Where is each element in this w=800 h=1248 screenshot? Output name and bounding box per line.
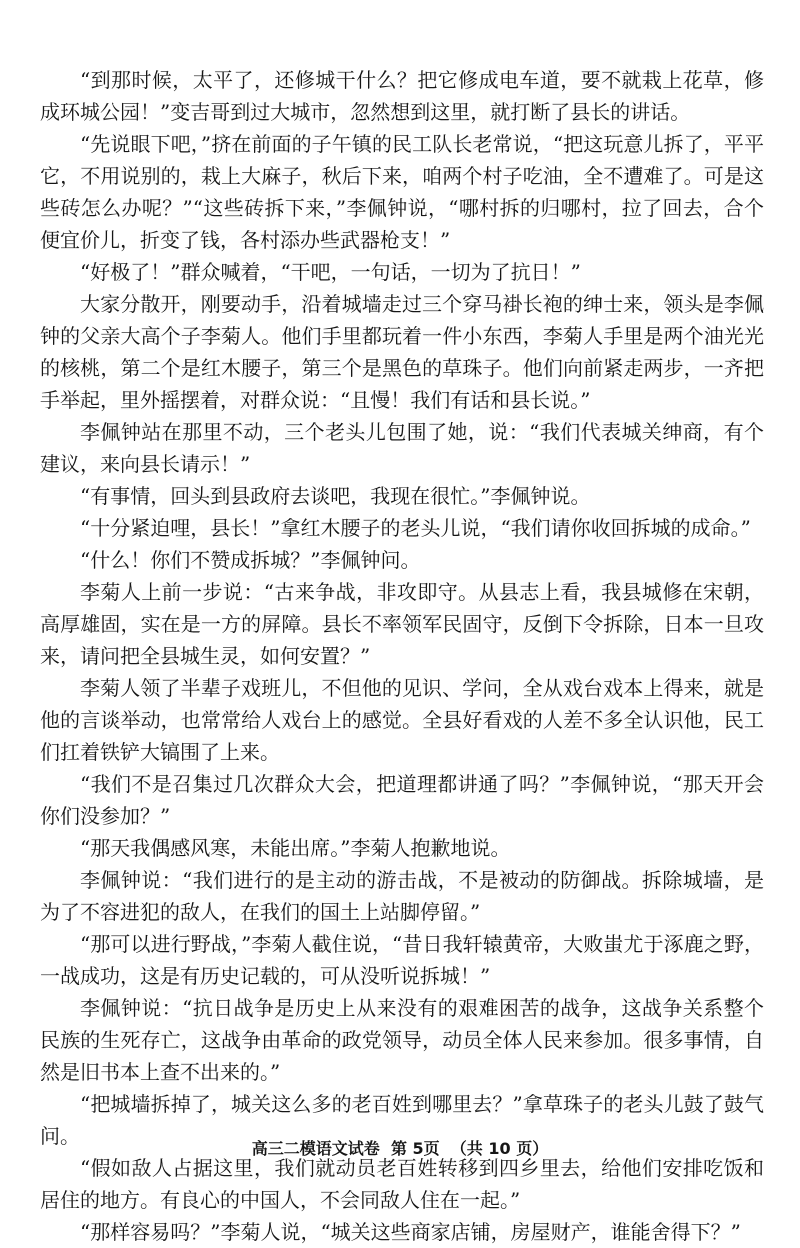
paragraph: 李佩钟说：“我们进行的是主动的游击战，不是被动的防御战。拆除城墙，是为了不容进犯的敌人，在我们的国土上站脚停留。” bbox=[40, 868, 764, 924]
paragraph: “那样容易吗？”李菊人说，“城关这些商家店铺，房屋财产，谁能舍得下？” bbox=[80, 1220, 741, 1244]
paragraph: “那可以进行野战，”李菊人截住说，“昔日我轩辕黄帝，大败蚩尤于涿鹿之野，一战成功，这是有历史记载的，可从没听说拆城！” bbox=[40, 932, 764, 988]
paragraph: “什么！你们不赞成拆城？”李佩钟问。 bbox=[80, 548, 421, 572]
paragraph: “把城墙拆掉了，城关这么多的老百姓到哪里去？”拿草珠子的老头儿鼓了鼓气问。 bbox=[40, 1092, 764, 1148]
paragraph: “到那时候，太平了，还修城干什么？把它修成电车道，要不就栽上花草，修成环城公园！”变吉哥到过大城市，忽然想到这里，就打断了县长的讲话。 bbox=[40, 68, 764, 124]
paragraph: 李菊人领了半辈子戏班儿，不但他的见识、学问，全从戏台戏本上得来，就是他的言谈举动，也常常给人戏台上的感觉。全县好看戏的人差不多全认识他，民工们扛着铁铲大镐围了上来。 bbox=[40, 676, 764, 764]
document-body bbox=[40, 64, 764, 1248]
paragraph: 李佩钟站在那里不动，三个老头儿包围了她，说：“我们代表城关绅商，有个建议，来向县长请示！” bbox=[40, 420, 764, 476]
paragraph: 李佩钟说：“抗日战争是历史上从来没有的艰难困苦的战争，这战争关系整个民族的生死存亡，这战争由革命的政党领导，动员全体人民来参加。很多事情，自然是旧书本上查不出来的。” bbox=[40, 996, 764, 1084]
paragraph: “好极了！”群众喊着，“干吧，一句话，一切为了抗日！” bbox=[80, 260, 581, 284]
paragraph: “我们不是召集过几次群众大会，把道理都讲通了吗？”李佩钟说，“那天开会你们没参加？” bbox=[40, 772, 764, 828]
paragraph: 大家分散开，刚要动手，沿着城墙走过三个穿马褂长袍的绅士来，领头是李佩钟的父亲大高个子李菊人。他们手里都玩着一件小东西，李菊人手里是两个油光光的核桃，第二个是红木腰子，第三个是黑色的草珠子。他们向前紧走两步，一齐把手举起，里外摇摆着，对群众说：“且慢！我们有话和县长说。” bbox=[40, 292, 764, 412]
paragraph: 李菊人上前一步说：“古来争战，非攻即守。从县志上看，我县城修在宋朝，高厚雄固，实在是一方的屏障。县长不率领军民固守，反倒下令拆除，日本一旦攻来，请问把全县城生灵，如何安置？” bbox=[40, 580, 764, 668]
paragraph: “假如敌人占据这里，我们就动员老百姓转移到四乡里去，给他们安排吃饭和居住的地方。有良心的中国人，不会同敌人住在一起。” bbox=[40, 1156, 764, 1212]
paragraph: “那天我偶感风寒，未能出席。”李菊人抱歉地说。 bbox=[80, 836, 511, 860]
page-footer: 高三二模语文试卷 第 5页 （共 10 页） bbox=[251, 1139, 549, 1158]
paragraph: “有事情，回头到县政府去谈吧，我现在很忙。”李佩钟说。 bbox=[80, 484, 591, 508]
paragraph: “十分紧迫哩，县长！”拿红木腰子的老头儿说，“我们请你收回拆城的成命。” bbox=[80, 516, 751, 540]
paragraph: “先说眼下吧，”挤在前面的子午镇的民工队长老常说，“把这玩意儿拆了，平平它，不用说别的，栽上大麻子，秋后下来，咱两个村子吃油，全不遭难了。可是这些砖怎么办呢？”“这些砖拆下来，”李佩钟说，“哪村拆的归哪村，拉了回去，合个便宜价儿，折变了钱，各村添办些武器枪支！” bbox=[40, 132, 764, 252]
